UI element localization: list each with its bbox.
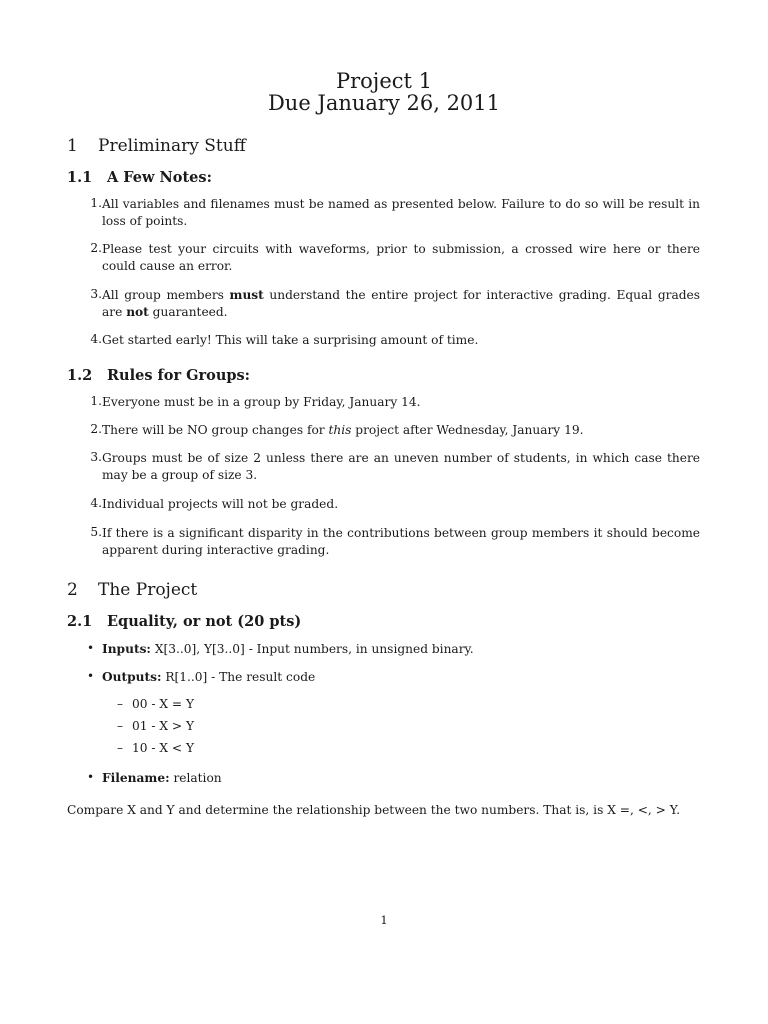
subsection-2-1-heading [67, 613, 301, 630]
list-item: There will be NO group changes for this project after Wednesday, January 19. [102, 423, 584, 437]
dash-icon: – [117, 697, 123, 711]
dash-icon: – [117, 719, 123, 733]
list-item: All group members must understand the entire project for interactive grading. Equal grades are not guaranteed. [102, 288, 700, 319]
subsection-1-1-heading [67, 169, 212, 186]
result-code-item: 01 - X > Y [132, 719, 195, 733]
list-item: Get started early! This will take a surprising amount of time. [102, 333, 479, 347]
emphasis-must: must [229, 288, 264, 302]
list-number: 3. [90, 450, 102, 464]
section-1-heading [67, 136, 246, 156]
list-item: Please test your circuits with waveforms, prior to submission, a crossed wire here or there could cause an error. [102, 242, 700, 273]
list-item: If there is a significant disparity in the contributions between group members it should become apparent during interactive grading. [102, 526, 700, 557]
subsection-title: A Few Notes: [107, 169, 212, 186]
bullet-icon: • [87, 770, 95, 784]
list-item: Individual projects will not be graded. [102, 497, 339, 511]
description-paragraph: Compare X and Y and determine the relationship between the two numbers. That is, is X =, <, > Y. [67, 803, 681, 817]
subsection-number: 2.1 [67, 613, 93, 630]
subsection-title: Equality, or not (20 pts) [107, 613, 302, 630]
inputs-item: Inputs: X[3..0], Y[3..0] - Input numbers, in unsigned binary. [102, 642, 474, 656]
section-title: Preliminary Stuff [98, 136, 246, 156]
subsection-title: Rules for Groups: [107, 367, 251, 384]
list-number: 2. [90, 422, 102, 436]
section-title: The Project [98, 580, 198, 600]
result-code-item: 10 - X < Y [132, 741, 195, 755]
subsection-1-2-heading [67, 367, 250, 384]
subsection-number: 1.1 [67, 169, 93, 186]
list-number: 3. [90, 287, 102, 301]
list-number: 2. [90, 241, 102, 255]
subsection-number: 1.2 [67, 367, 93, 384]
bullet-icon: • [87, 669, 95, 683]
emphasis-not: not [126, 304, 149, 319]
section-number: 2 [67, 580, 78, 600]
list-number: 1. [90, 394, 102, 408]
list-number: 4. [90, 496, 102, 510]
filename-item: Filename: relation [102, 771, 222, 785]
outputs-item: Outputs: R[1..0] - The result code [102, 670, 316, 684]
outputs-label: Outputs: [102, 670, 162, 684]
list-number: 4. [90, 332, 102, 346]
section-2-heading [67, 580, 197, 600]
inputs-label: Inputs: [102, 642, 151, 656]
list-item: Everyone must be in a group by Friday, January 14. [102, 395, 421, 409]
dash-icon: – [117, 741, 123, 755]
section-number: 1 [67, 136, 78, 156]
emphasis-this: this [328, 423, 352, 437]
due-date: Due January 26, 2011 [267, 91, 501, 115]
document-title: Project 1 [336, 69, 432, 93]
list-item: Groups must be of size 2 unless there are an uneven number of students, in which case there may be a group of size 3. [102, 451, 700, 482]
list-number: 5. [90, 525, 102, 539]
result-code-item: 00 - X = Y [132, 697, 195, 711]
list-number: 1. [90, 196, 102, 210]
bullet-icon: • [87, 641, 95, 655]
page-number: 1 [380, 913, 388, 927]
list-item: All variables and filenames must be named as presented below. Failure to do so will be result in loss of points. [102, 197, 700, 228]
filename-label: Filename: [102, 771, 170, 785]
